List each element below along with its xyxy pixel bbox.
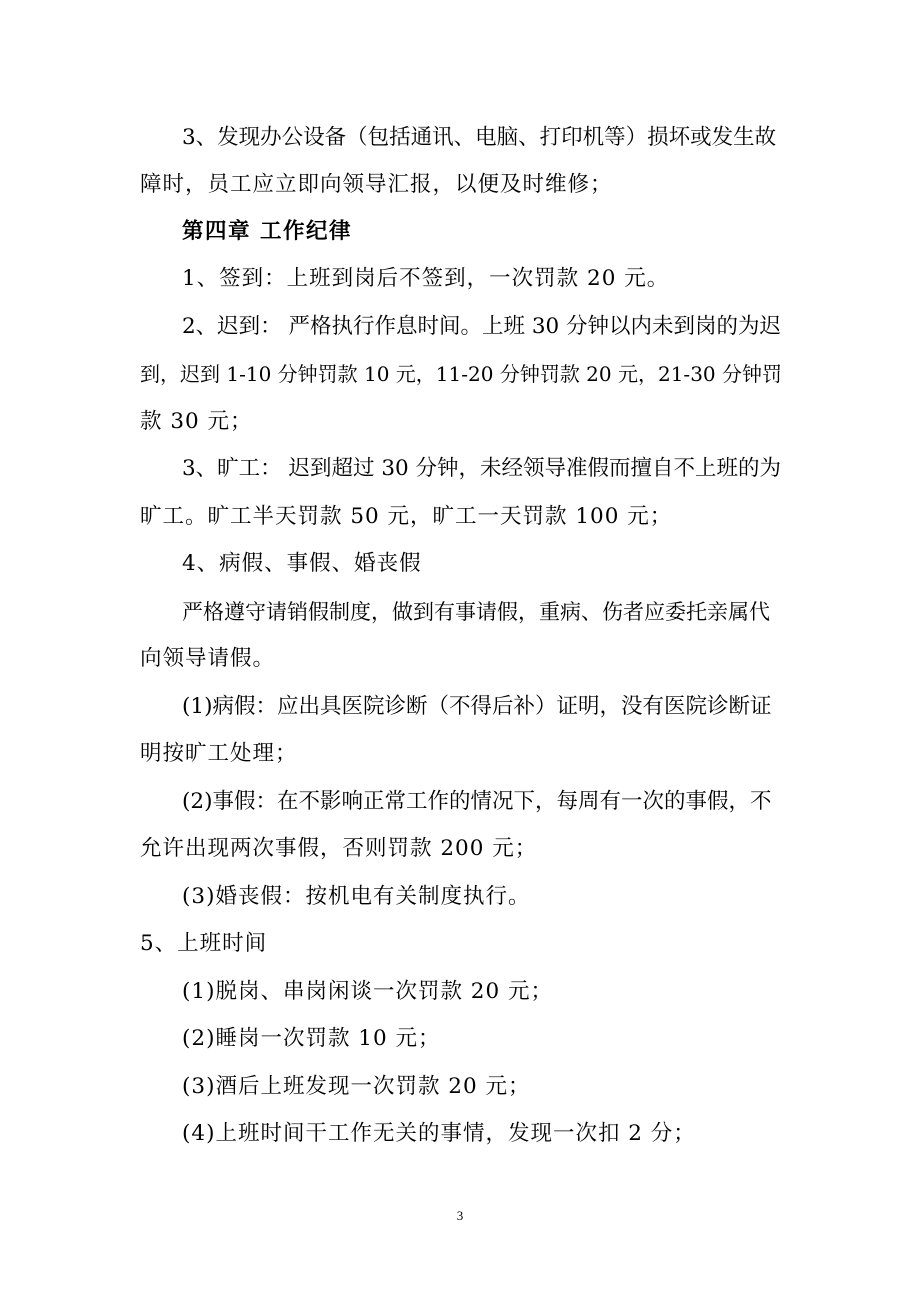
paragraph-line: (3)酒后上班发现一次罚款 20 元； <box>182 1074 531 1099</box>
paragraph-line: 1、签到：上班到岗后不签到，一次罚款 20 元。 <box>182 266 670 291</box>
paragraph-line: 款 30 元； <box>140 409 253 434</box>
paragraph-line: 障时，员工应立即向领导汇报，以便及时维修； <box>140 172 613 197</box>
paragraph-line: (2)事假：在不影响正常工作的情况下，每周有一次的事假，不 <box>182 789 772 814</box>
section-heading: 4、病假、事假、婚丧假 <box>182 551 422 576</box>
paragraph-line: 3、发现办公设备（包括通讯、电脑、打印机等）损坏或发生故 <box>182 125 777 150</box>
paragraph-line: 2、迟到： 严格执行作息时间。上班 30 分钟以内未到岗的为迟 <box>182 314 782 339</box>
paragraph-line: 旷工。旷工半天罚款 50 元，旷工一天罚款 100 元； <box>140 504 673 529</box>
paragraph-line: 到，迟到 1-10 分钟罚款 10 元，11-20 分钟罚款 20 元，21-30 分钟罚 <box>140 362 783 386</box>
paragraph-line: 严格遵守请销假制度，做到有事请假，重病、伤者应委托亲属代 <box>182 600 770 624</box>
paragraph-line: 向领导请假。 <box>140 646 276 671</box>
page-number: 3 <box>456 1208 464 1223</box>
paragraph-line: (1)病假：应出具医院诊断（不得后补）证明，没有医院诊断证 <box>182 694 772 719</box>
paragraph-line: (2)睡岗一次罚款 10 元； <box>182 1026 441 1051</box>
paragraph-line: (3)婚丧假：按机电有关制度执行。 <box>182 884 531 909</box>
chapter-heading: 第四章 工作纪律 <box>182 219 352 244</box>
section-heading: 5、上班时间 <box>140 931 268 956</box>
paragraph-line: 明按旷工处理； <box>140 741 298 766</box>
paragraph-line: (4)上班时间干工作无关的事情，发现一次扣 2 分； <box>182 1121 696 1146</box>
paragraph-line: 允许出现两次事假，否则罚款 200 元； <box>140 836 538 861</box>
paragraph-line: (1)脱岗、串岗闲谈一次罚款 20 元； <box>182 979 553 1004</box>
paragraph-line: 3、旷工： 迟到超过 30 分钟，未经领导准假而擅自不上班的为 <box>182 456 782 481</box>
